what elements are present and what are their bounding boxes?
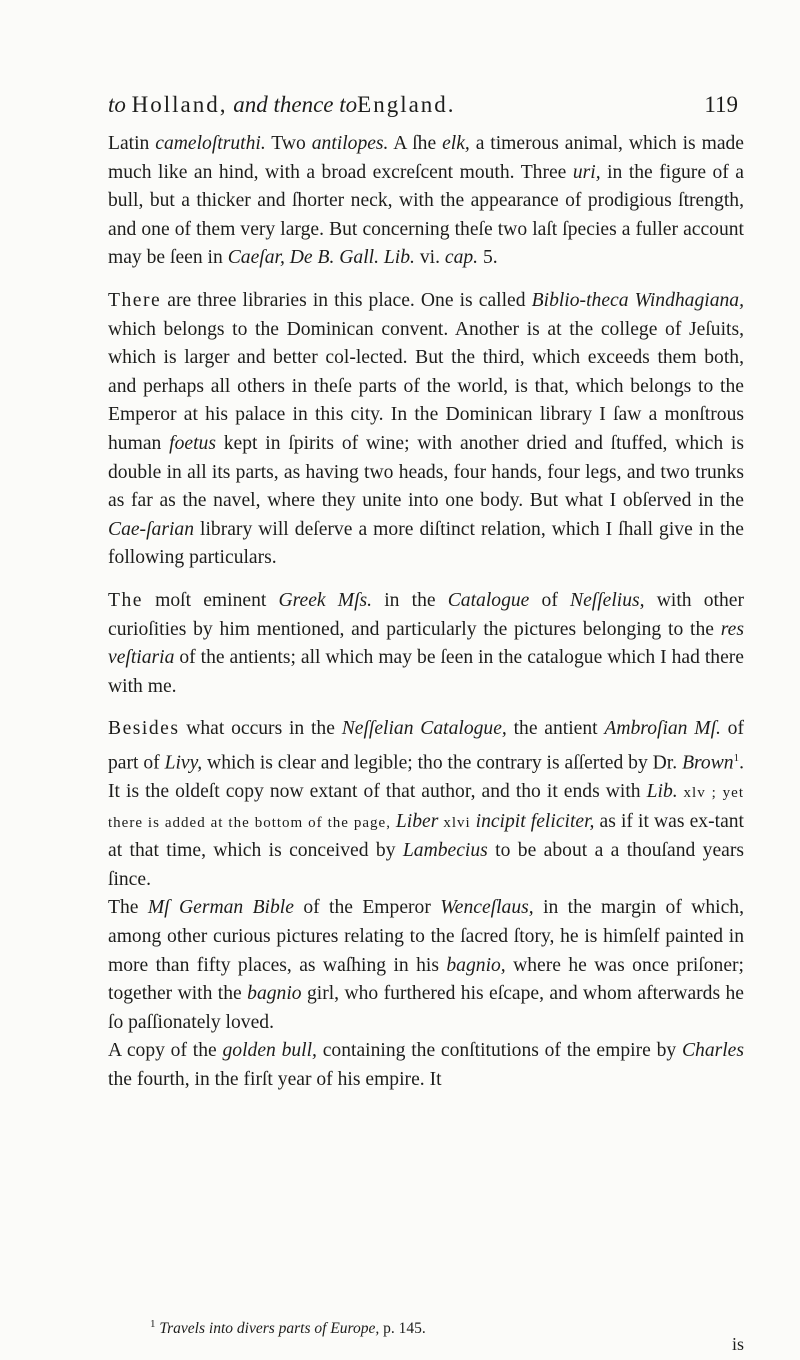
body-text <box>108 130 744 1095</box>
paragraph-1: Latin cameloſtruthi. Two antilopes. A ſhe elk, a timerous animal, which is made much like an hind, with a broad excreſcent mouth. Three uri, in the figure of a bull, but a thicker and ſhorter neck, with the appearance of prodigious ſtrength, and one of them very large. But concerning theſe two laſt ſpecies a fuller account may be ſeen in Caeſar, De B. Gall. Lib. vi. cap. 5. <box>108 133 745 269</box>
running-header <box>108 92 738 118</box>
footnote-title: Travels into divers parts of Europe, <box>159 1320 380 1338</box>
paragraph-3: The moſt eminent Greek Mſs. in the Catalogue of Neſſelius, with other curioſities by him mentioned, and particularly the pictures belonging to the res veſtiaria of the antients; all which may be ſeen in the catalogue which I had there with me. <box>108 589 744 697</box>
paragraph-4: Besides what occurs in the Neſſelian Catalogue, the antient Ambroſian Mſ. of part of Livy, which is clear and legible; tho the contrary is aſſerted by Dr. Brown$^1$. It is the oldeſt copy now extant of that author, and tho it ends with Lib. xlv ; yet there is added at the bottom of the page, Liber xlvi incipit feliciter, as if it was ex-tant at that time, which is conceived by Lambecius to be about a a thouſand years ſince. <box>108 718 745 890</box>
footnote-marker: 1 <box>733 751 740 764</box>
header-prefix: to <box>108 92 126 117</box>
paragraph-2: There are three libraries in this place. One is called Biblio-theca Windhagiana, which belongs to the Dominican convent. Another is at the college of Jeſuits, which is larger and better col-lected. But the third, which exceeds them both, and perhaps all others in theſe parts of the world, is that, which belongs to the Emperor at his palace in this city. In the Dominican library I ſaw a monſtrous human foetus kept in ſpirits of wine; with another dried and ſtuffed, which is double in all its parts, as having two heads, four hands, four legs, and two trunks as far as the navel, where they unite into one body. But what I obſerved in the Cae-ſarian library will deſerve a more diſtinct relation, which I ſhall give in the following particulars. <box>108 289 744 569</box>
header-middle: and thence to <box>233 92 358 117</box>
paragraph-5: The Mſ German Bible of the Emperor Wenceſlaus, in the margin of which, among other curious pictures relating to the ſacred ſtory, he is himſelf painted in more than fifty places, as waſhing in his bagnio, where he was once priſoner; together with the bagnio girl, who furthered his eſcape, and whom afterwards he ſo paſſionately loved. <box>108 897 745 1033</box>
header-word-england: England. <box>357 92 456 117</box>
page-number: 119 <box>704 92 738 117</box>
footnote: $^1$ Travels into divers parts of Europe, p. 145. <box>150 1318 426 1338</box>
paragraph-6: A copy of the golden bull, containing the conſtitutions of the empire by Charles the fourth, in the firſt year of his empire. It <box>108 1040 745 1090</box>
catchword: is <box>731 1334 744 1354</box>
header-word-holland: Holland, <box>131 92 228 117</box>
footnote-ref: p. 145. <box>379 1320 426 1338</box>
